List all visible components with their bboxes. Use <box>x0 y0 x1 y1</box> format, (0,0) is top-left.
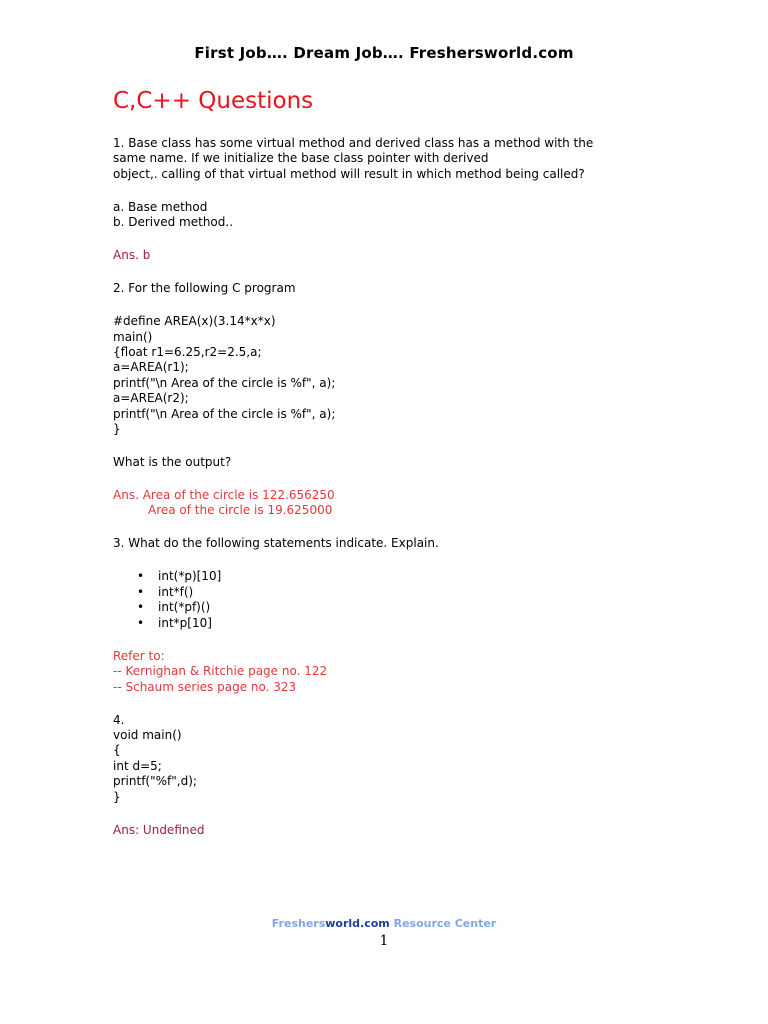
code-line: { <box>113 743 121 758</box>
list-item-text: int(*p)[10] <box>158 569 222 584</box>
page-header: First Job…. Dream Job…. Freshersworld.com <box>194 44 574 62</box>
question-1 <box>113 136 653 264</box>
question-1-text-line: same name. If we initialize the base class pointer with derived <box>113 151 489 166</box>
bullet-icon: • <box>137 615 145 630</box>
question-4-answer: Ans: Undefined <box>113 822 205 837</box>
list-item <box>137 585 653 600</box>
code-line: {float r1=6.25,r2=2.5,a; <box>113 345 262 360</box>
option-b: b. Derived method.. <box>113 215 234 230</box>
option-a: a. Base method <box>113 199 208 214</box>
bullet-icon: • <box>137 584 145 599</box>
code-line: main() <box>113 329 153 344</box>
document-body <box>113 136 653 838</box>
list-item <box>137 600 653 615</box>
question-1-text-line: 1. Base class has some virtual method and derived class has a method with the <box>113 136 594 150</box>
code-line: a=AREA(r1); <box>113 360 189 375</box>
list-item <box>137 616 653 631</box>
bullet-icon: • <box>137 600 145 615</box>
question-2-answer-line: Area of the circle is 19.625000 <box>148 503 333 518</box>
question-2-text: 2. For the following C program <box>113 281 296 296</box>
question-3-text: 3. What do the following statements indicate. Explain. <box>113 536 439 551</box>
list-item-text: int*f() <box>158 584 194 599</box>
code-line: printf("%f",d); <box>113 774 197 789</box>
footer-brand-freshers: Freshers <box>271 917 326 930</box>
question-2-answer-line: Ans. Area of the circle is 122.656250 <box>113 488 335 503</box>
page-footer <box>0 917 768 930</box>
code-line: } <box>113 422 121 437</box>
question-1-text-line: object,. calling of that virtual method will result in which method being called? <box>113 166 585 181</box>
code-line: printf("\n Area of the circle is %f", a); <box>113 375 336 390</box>
question-4-number: 4. <box>113 712 125 727</box>
reference-line: -- Schaum series page no. 323 <box>113 679 297 694</box>
code-line: void main() <box>113 727 182 742</box>
page-title: C,C++ Questions <box>113 88 314 114</box>
footer-brand-world: world.com <box>325 917 390 930</box>
question-2 <box>113 281 653 519</box>
code-line: printf("\n Area of the circle is %f", a); <box>113 406 336 421</box>
question-1-answer: Ans. b <box>113 248 151 263</box>
list-item-text: int(*pf)() <box>158 600 211 615</box>
bullet-icon: • <box>137 569 145 584</box>
declaration-list <box>113 569 653 631</box>
footer-resource-center: Resource Center <box>389 917 497 930</box>
list-item <box>137 569 653 584</box>
code-line: a=AREA(r2); <box>113 391 189 406</box>
question-4 <box>113 713 653 838</box>
page-number: 1 <box>379 933 389 949</box>
list-item-text: int*p[10] <box>158 615 212 630</box>
reference-line: -- Kernighan & Ritchie page no. 122 <box>113 664 328 679</box>
code-line: int d=5; <box>113 758 162 773</box>
question-3 <box>113 536 653 694</box>
refer-label: Refer to: <box>113 648 165 663</box>
code-line: #define AREA(x)(3.14*x*x) <box>113 314 276 329</box>
question-2-prompt: What is the output? <box>113 455 232 470</box>
code-line: } <box>113 789 121 804</box>
